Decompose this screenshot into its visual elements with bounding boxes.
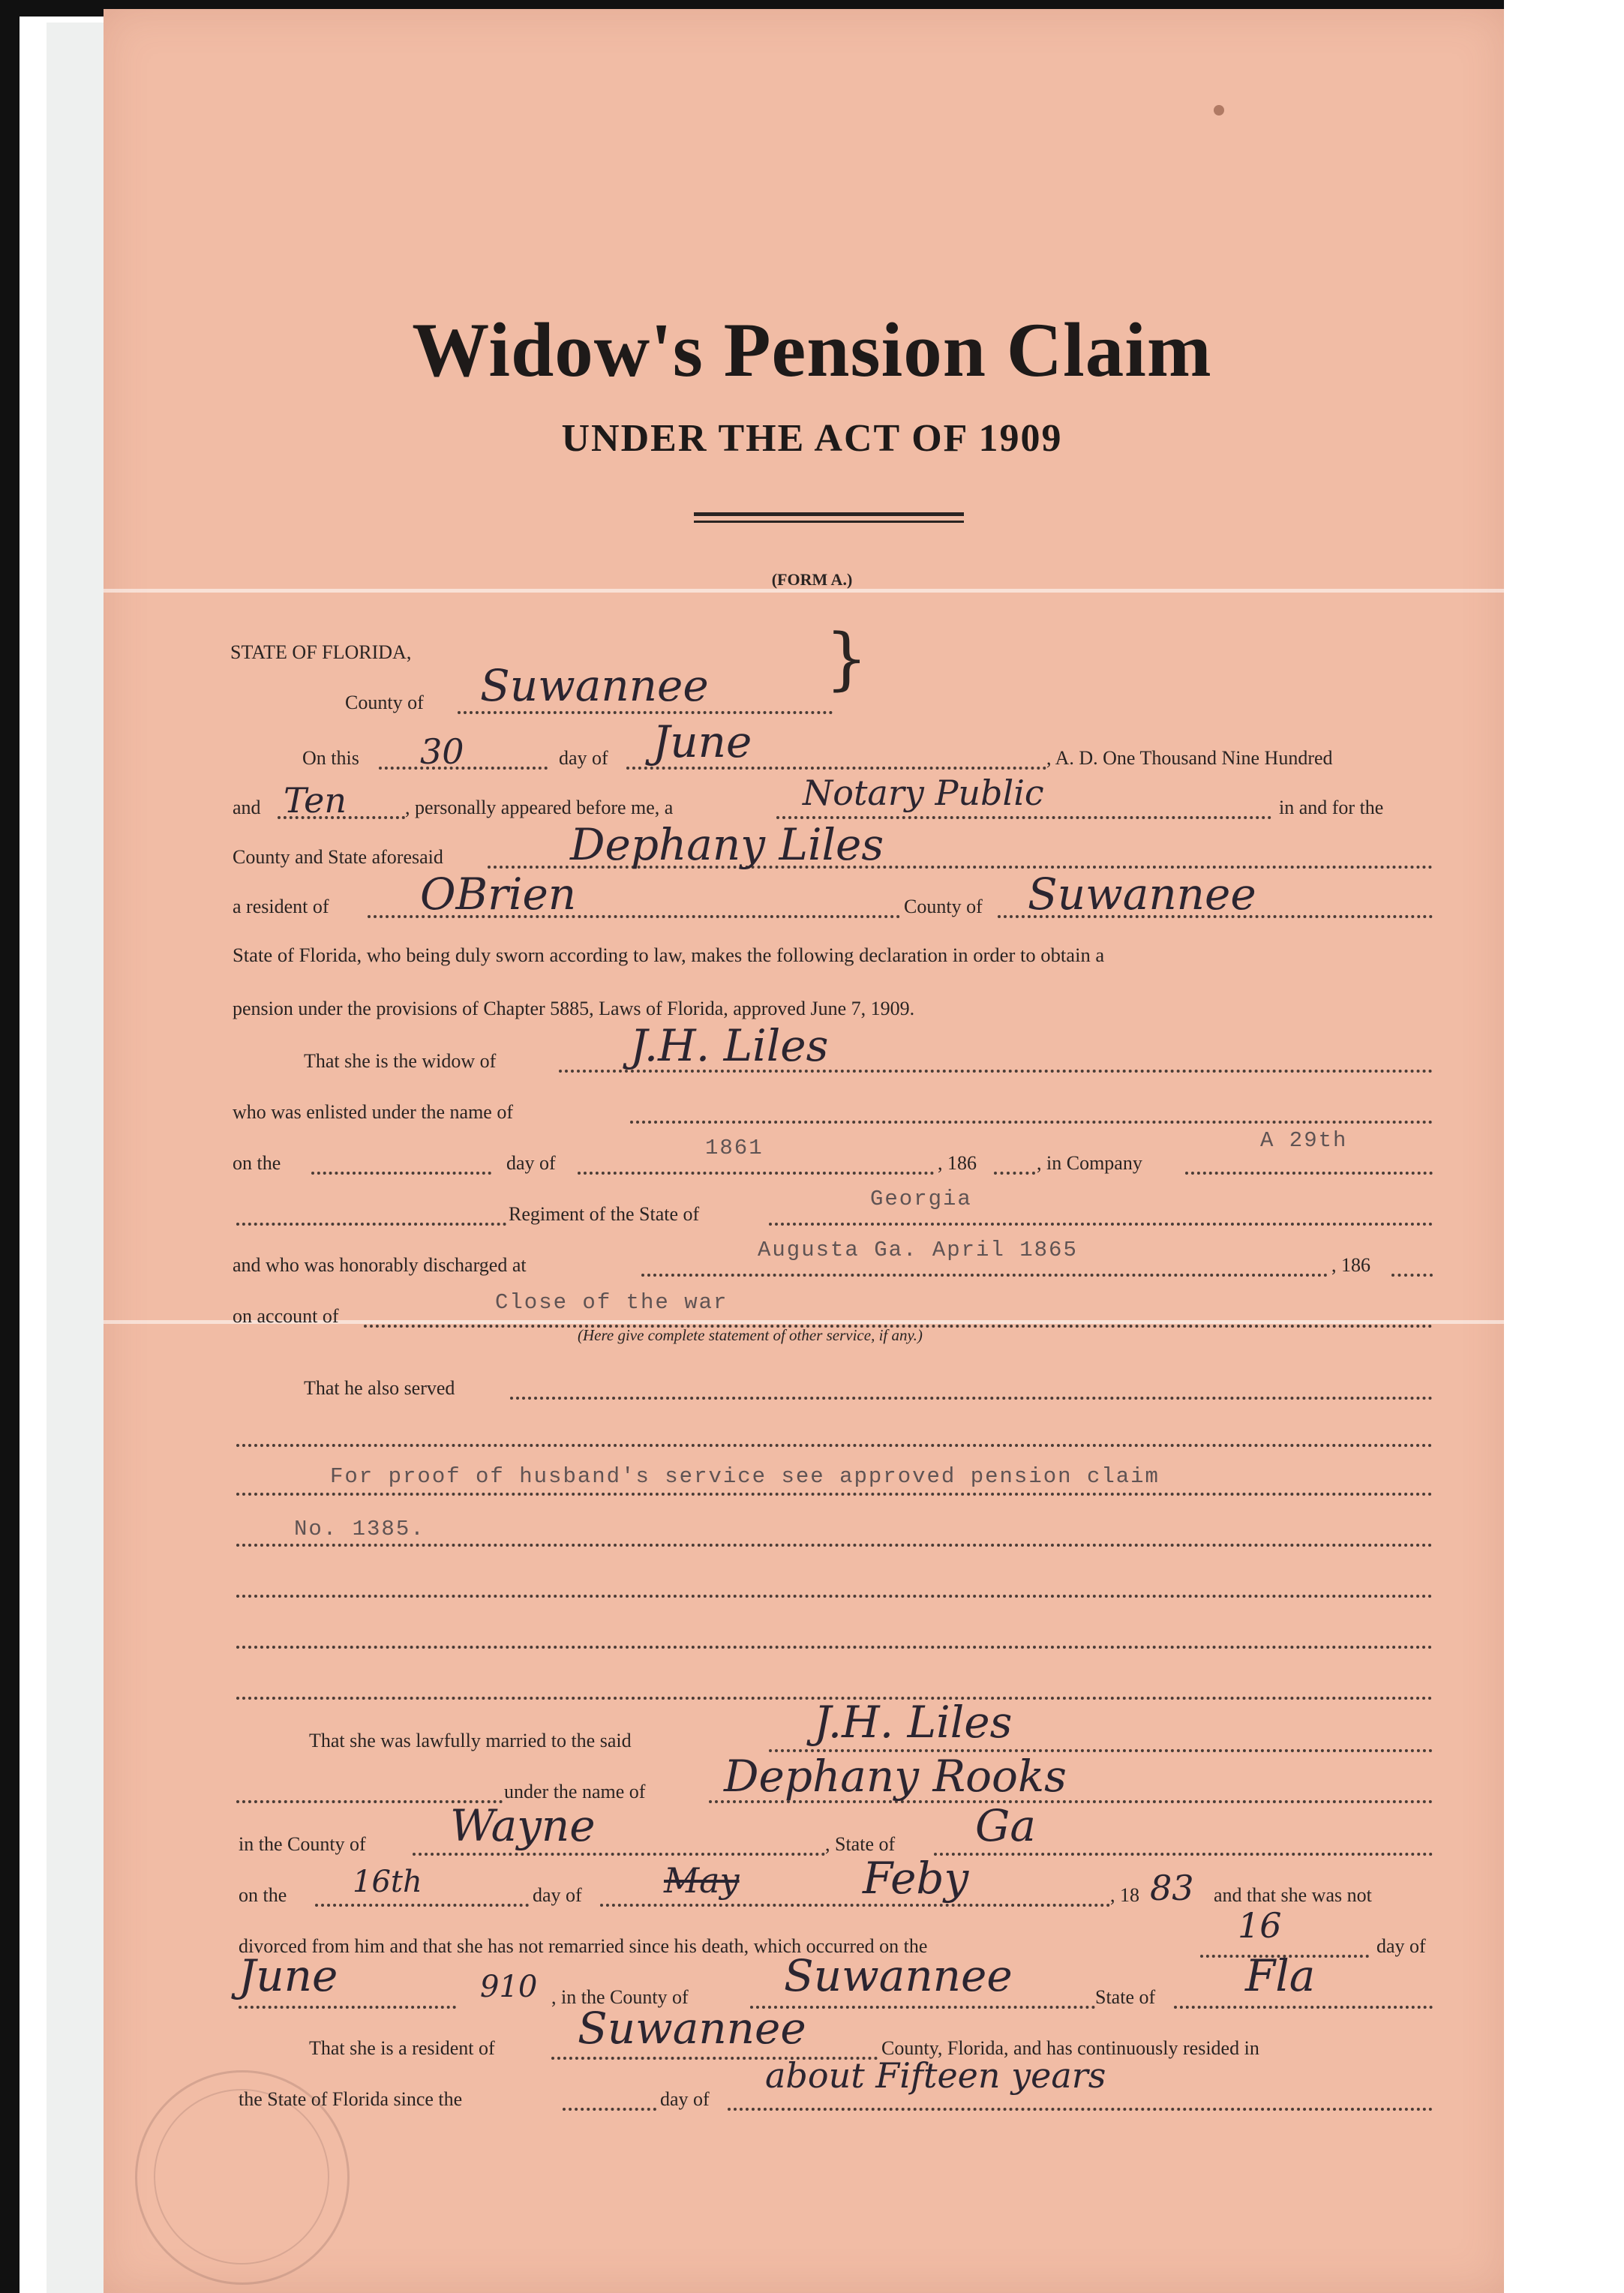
- line-text: County of: [904, 896, 983, 917]
- page-title: Widow's Pension Claim: [412, 308, 1212, 393]
- title-rule: [694, 512, 964, 516]
- line-text: and who was honorably discharged at: [233, 1254, 527, 1276]
- line-text: , A. D. One Thousand Nine Hundred: [1046, 747, 1333, 769]
- fill-line: [236, 1595, 1433, 1598]
- handwritten-claimant-name: Dephany Liles: [570, 819, 884, 870]
- line-text: pension under the provisions of Chapter 5885, Laws of Florida, approved June 7, 1909.: [233, 998, 915, 1019]
- line-text: That she is the widow of: [304, 1050, 497, 1072]
- line-text: , 186: [1331, 1254, 1370, 1276]
- line-text: , personally appeared before me, a: [405, 797, 674, 818]
- line-text: day of: [1376, 1935, 1426, 1957]
- handwritten-residence-county: Suwannee: [578, 2003, 806, 2054]
- line-text: day of: [559, 747, 608, 769]
- fill-line: [578, 1172, 934, 1175]
- fill-line: [413, 1853, 825, 1856]
- handwritten-death-month: June: [239, 1950, 338, 2001]
- line-text: day of: [506, 1152, 556, 1174]
- fill-line: [630, 1121, 1433, 1124]
- typed-discharge-place: Augusta Ga. April 1865: [758, 1238, 1078, 1262]
- fill-line: [236, 1544, 1433, 1547]
- line-text: on the: [233, 1152, 281, 1174]
- fill-line: [563, 2108, 656, 2111]
- line-text: on account of: [233, 1305, 339, 1327]
- line-text: in and for the: [1279, 797, 1384, 818]
- handwritten-month: June: [653, 716, 752, 767]
- venue-state: STATE OF FLORIDA,: [230, 641, 412, 663]
- line-text: , in the County of: [551, 1986, 689, 2008]
- page-subtitle: UNDER THE ACT OF 1909: [561, 417, 1063, 460]
- embossed-seal-inner: [154, 2089, 329, 2264]
- fill-line: [236, 1646, 1433, 1649]
- typed-service-proof: For proof of husband's service see approved pension claim: [330, 1464, 1160, 1489]
- line-text: in the County of: [239, 1833, 366, 1855]
- fill-line: [239, 2006, 456, 2009]
- fill-line: [1185, 1172, 1433, 1175]
- instruction-note: (Here give complete statement of other service, if any.): [578, 1326, 923, 1344]
- line-text: a resident of: [233, 896, 329, 917]
- venue-brace: }: [825, 620, 869, 698]
- fill-line: [934, 1853, 1433, 1856]
- line-text: , in Company: [1037, 1152, 1142, 1174]
- fill-line: [641, 1274, 1328, 1277]
- line-text: under the name of: [504, 1781, 646, 1802]
- handwritten-death-day: 16: [1238, 1905, 1282, 1946]
- line-text: State of Florida, who being duly sworn according to law, makes the following declaration in order to obtain a: [233, 944, 1105, 966]
- form-label: (FORM A.): [771, 570, 853, 589]
- handwritten-officer: Notary Public: [803, 773, 1044, 813]
- fill-line: [236, 1493, 1433, 1496]
- handwritten-residence-duration: about Fifteen years: [765, 2055, 1106, 2096]
- title-rule: [694, 521, 964, 523]
- line-text: State of: [1095, 1986, 1156, 2008]
- typed-discharge-reason: Close of the war: [495, 1290, 728, 1315]
- line-text: who was enlisted under the name of: [233, 1101, 514, 1123]
- paper-stain: [1214, 105, 1224, 116]
- handwritten-year: Ten: [284, 780, 347, 821]
- line-text: On this: [302, 747, 359, 769]
- fill-line: [510, 1397, 1433, 1400]
- handwritten-marriage-day: 16th: [353, 1865, 422, 1899]
- handwritten-husband-name: J.H. Liles: [814, 1697, 1013, 1748]
- handwritten-state: Ga: [975, 1800, 1036, 1851]
- line-text: day of: [660, 2088, 710, 2110]
- line-text: , 186: [938, 1152, 977, 1174]
- line-text: Regiment of the State of: [509, 1203, 700, 1225]
- typed-company: A 29th: [1260, 1128, 1348, 1153]
- fill-line: [728, 2108, 1433, 2111]
- line-text: That she is a resident of: [309, 2037, 495, 2059]
- venue-county-value: Suwannee: [480, 660, 709, 711]
- fill-line: [311, 1172, 491, 1175]
- line-text: on the: [239, 1884, 287, 1906]
- handwritten-county: Suwannee: [1028, 869, 1256, 920]
- handwritten-husband-name: J.H. Liles: [630, 1020, 829, 1071]
- line-text: County and State aforesaid: [233, 846, 443, 868]
- line-text: That she was lawfully married to the said: [309, 1730, 632, 1751]
- line-text: the State of Florida since the: [239, 2088, 463, 2110]
- handwritten-death-county: Suwannee: [784, 1950, 1013, 2001]
- fill-line: [1174, 2006, 1433, 2009]
- handwritten-town: OBrien: [420, 869, 577, 920]
- fill-line: [236, 1223, 506, 1226]
- line-text: , 18: [1110, 1884, 1139, 1906]
- typed-claim-number: No. 1385.: [294, 1517, 425, 1541]
- handwritten-death-year: 910: [480, 1970, 538, 2004]
- fill-line: [458, 711, 833, 714]
- line-text: and that she was not: [1214, 1884, 1372, 1906]
- line-text: , State of: [825, 1833, 896, 1855]
- fill-line: [315, 1904, 529, 1907]
- handwritten-marriage-month: Feby: [863, 1853, 969, 1904]
- line-text: and: [233, 797, 261, 818]
- handwritten-death-state: Fla: [1245, 1950, 1316, 2001]
- line-text: divorced from him and that she has not remarried since his death, which occurred on the: [239, 1935, 928, 1957]
- fill-line: [600, 1904, 1110, 1907]
- fill-line: [994, 1172, 1035, 1175]
- line-text: day of: [533, 1884, 582, 1906]
- handwritten-day: 30: [420, 731, 464, 772]
- line-text: County, Florida, and has continuously resided in: [881, 2037, 1259, 2059]
- handwritten-struck-month: May: [664, 1860, 740, 1901]
- fill-line: [1391, 1274, 1433, 1277]
- typed-state: Georgia: [870, 1187, 972, 1211]
- handwritten-marriage-year: 83: [1150, 1868, 1194, 1908]
- fill-line: [236, 1444, 1433, 1447]
- fill-line: [769, 1223, 1433, 1226]
- typed-enlistment-year: 1861: [705, 1136, 764, 1160]
- handwritten-county: Wayne: [450, 1800, 596, 1851]
- handwritten-maiden-name: Dephany Rooks: [724, 1751, 1067, 1802]
- venue-county-label: County of: [345, 692, 424, 713]
- line-text: That he also served: [304, 1377, 455, 1399]
